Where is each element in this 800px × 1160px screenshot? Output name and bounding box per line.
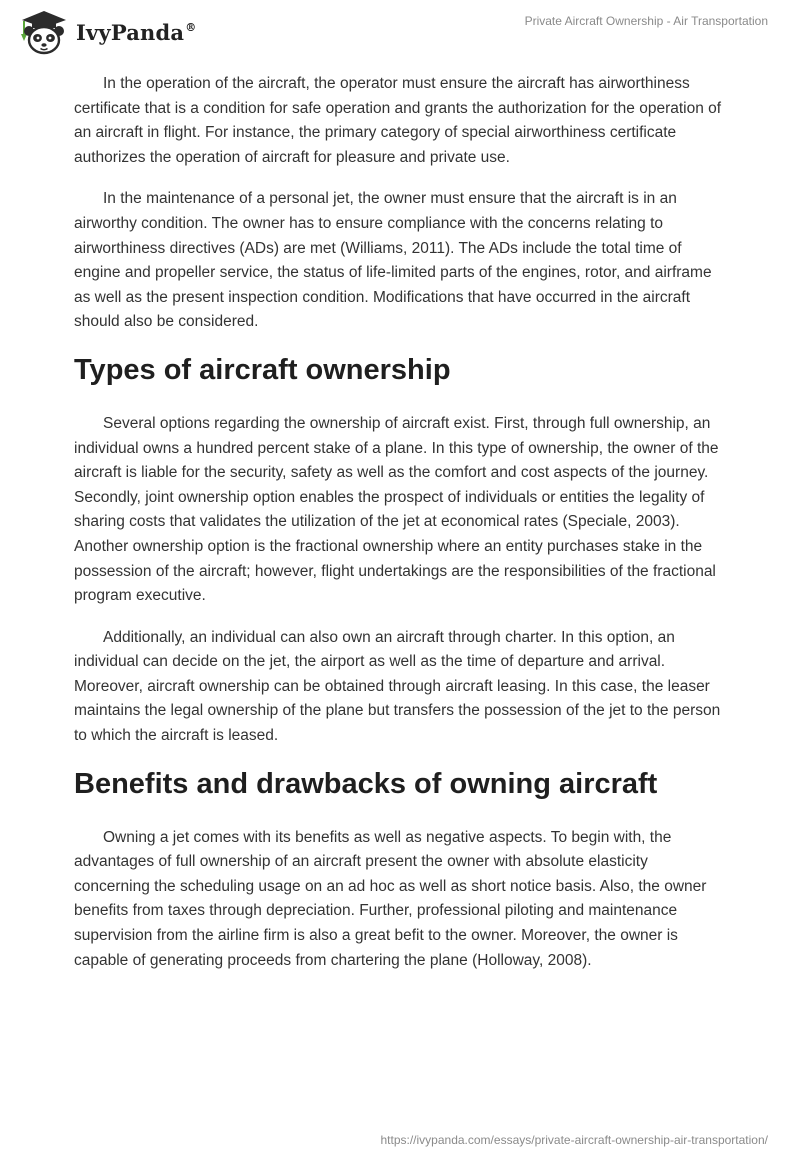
document-title: Private Aircraft Ownership - Air Transportation bbox=[524, 14, 768, 28]
source-url[interactable]: https://ivypanda.com/essays/private-aircraft-ownership-air-transportation/ bbox=[380, 1133, 768, 1147]
page-header bbox=[0, 0, 800, 70]
paragraph: Several options regarding the ownership of aircraft exist. First, through full ownership, an individual owns a hundred percent stake of a plane. In this type of ownership, the owner of the aircraft is liable for the security, safety as well as the comfort and cost aspects of the journey. Secondly, joint ownership option enables the prospect of individuals or entities the legality of sharing costs that validates the utilization of the jet at economical rates (Speciale, 2003). Another ownership option is the fractional ownership where an entity purchases stake in the possession of the aircraft; however, flight undertakings are the responsibilities of the fractional program executive. bbox=[74, 414, 719, 605]
brand-name: IvyPanda® bbox=[76, 19, 197, 45]
paragraph: Owning a jet comes with its benefits as well as negative aspects. To begin with, the advantages of full ownership of an aircraft present the owner with absolute elasticity concerning the scheduling usage on an ad hoc as well as short notice basis. Also, the owner benefits from taxes through depreciation. Further, professional piloting and maintenance supervision from the airline firm is also a great befit to the owner. Moreover, the owner is capable of generating proceeds from chartering the plane (Holloway, 2008). bbox=[74, 828, 707, 969]
section-heading: Types of aircraft ownership bbox=[74, 353, 451, 386]
paragraph: In the maintenance of a personal jet, the owner must ensure that the aircraft is in an airworthy condition. The owner has to ensure compliance with the concerns relating to airworthiness directives (ADs) are met (Williams, 2011). The ADs include the total time of engine and propeller service, the status of life-limited parts of the engines, rotor, and airframe as well as the present inspection condition. Modifications that have occurred in the aircraft should also be considered. bbox=[74, 190, 712, 331]
paragraph: Additionally, an individual can also own an aircraft through charter. In this option, an individual can decide on the jet, the airport as well as the time of departure and arrival. Moreover, aircraft ownership can be obtained through aircraft leasing. In this case, the leaser maintains the legal ownership of the plane but transfers the possession of the jet to the person to which the aircraft is leased. bbox=[74, 628, 721, 745]
panda-graduate-icon bbox=[14, 8, 70, 56]
paragraph: In the operation of the aircraft, the operator must ensure the aircraft has airworthiness certificate that is a condition for safe operation and grants the authorization for the operation of an aircraft in flight. For instance, the primary category of special airworthiness certificate authorizes the operation of aircraft for pleasure and private use. bbox=[74, 75, 722, 166]
brand-logo[interactable] bbox=[14, 8, 196, 56]
section-heading: Benefits and drawbacks of owning aircraft bbox=[74, 767, 658, 800]
registered-mark: ® bbox=[185, 20, 197, 34]
essay-body bbox=[74, 72, 726, 990]
